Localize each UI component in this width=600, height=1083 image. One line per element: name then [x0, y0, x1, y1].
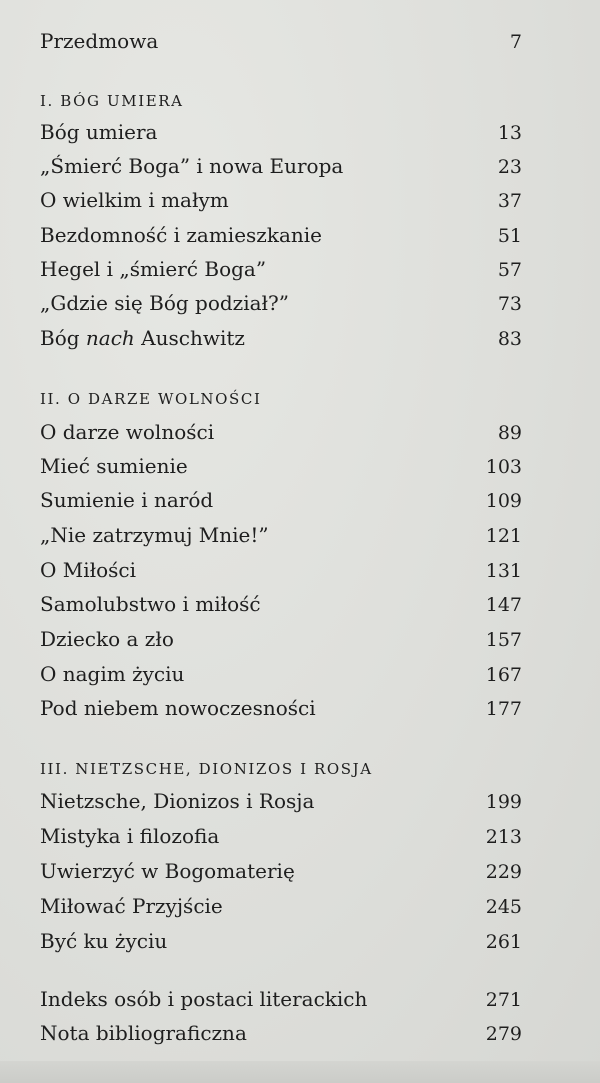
toc-entry — [40, 557, 522, 584]
entry-page: 109 — [485, 490, 522, 512]
entry-page: 23 — [497, 156, 522, 178]
entry-title: „Nie zatrzymuj Mnie!” — [40, 523, 269, 547]
toc-entry — [40, 419, 522, 446]
entry-title: Bezdomność i zamieszkanie — [40, 223, 322, 247]
entry-title-part: Bóg — [40, 326, 86, 350]
entry-page: 121 — [485, 525, 522, 547]
entry-title: O wielkim i małym — [40, 188, 229, 212]
entry-title-italic: nach — [85, 326, 135, 350]
entry-title: Indeks osób i postaci literackich — [40, 987, 368, 1011]
toc-entry — [40, 222, 522, 249]
part-heading: I. BÓG UMIERA — [40, 92, 184, 110]
entry-title: O darze wolności — [40, 420, 215, 444]
toc-entry — [40, 290, 522, 317]
entry-page: 37 — [497, 190, 522, 212]
entry-title: Nota bibliograficzna — [40, 1021, 247, 1045]
entry-page: 279 — [485, 1023, 522, 1045]
entry-title: Dziecko a zło — [40, 627, 174, 651]
toc-entry-przedmowa — [40, 28, 522, 55]
entry-title: „Gdzie się Bóg podział?” — [40, 291, 289, 315]
entry-title: Pod niebem nowoczesności — [40, 696, 316, 720]
entry-page: 213 — [485, 826, 522, 848]
entry-page: 73 — [497, 293, 522, 315]
part-heading: II. O DARZE WOLNOŚCI — [40, 390, 262, 408]
entry-title: Bóg umiera — [40, 120, 158, 144]
entry-title: O Miłości — [40, 558, 137, 582]
toc-entry — [40, 928, 522, 955]
entry-title: Przedmowa — [40, 29, 159, 53]
toc-entry — [40, 591, 522, 618]
entry-page: 177 — [485, 698, 522, 720]
toc-entry — [40, 153, 522, 180]
page-bottom-edge — [0, 1061, 600, 1083]
entry-title: Mistyka i filozofia — [40, 824, 220, 848]
entry-title: Nietzsche, Dionizos i Rosja — [40, 789, 315, 813]
entry-page: 13 — [497, 122, 522, 144]
entry-page: 83 — [497, 328, 522, 350]
toc-entry — [40, 325, 522, 352]
toc-entry — [40, 626, 522, 653]
entry-page: 271 — [485, 989, 522, 1011]
entry-title: Hegel i „śmierć Boga” — [40, 257, 267, 281]
entry-page: 157 — [485, 629, 522, 651]
toc-entry-index — [40, 986, 522, 1013]
part-heading: III. NIETZSCHE, DIONIZOS I ROSJA — [40, 760, 373, 778]
entry-page: 57 — [497, 259, 522, 281]
entry-page: 229 — [485, 861, 522, 883]
entry-title: O nagim życiu — [40, 662, 185, 686]
toc-entry — [40, 522, 522, 549]
entry-title: Sumienie i naród — [40, 488, 214, 512]
toc-entry — [40, 823, 522, 850]
toc-entry — [40, 893, 522, 920]
toc-entry — [40, 858, 522, 885]
entry-title: „Śmierć Boga” i nowa Europa — [40, 154, 344, 178]
entry-page: 261 — [485, 931, 522, 953]
toc-entry — [40, 695, 522, 722]
entry-title: Uwierzyć w Bogomaterię — [40, 859, 295, 883]
toc-entry — [40, 453, 522, 480]
entry-title: Samolubstwo i miłość — [40, 592, 261, 616]
entry-page: 199 — [485, 791, 522, 813]
toc-entry — [40, 187, 522, 214]
entry-page: 167 — [485, 664, 522, 686]
entry-page: 7 — [509, 31, 522, 53]
toc-entry — [40, 788, 522, 815]
entry-page: 245 — [485, 896, 522, 918]
entry-page: 131 — [485, 560, 522, 582]
entry-page: 147 — [485, 594, 522, 616]
entry-title — [40, 325, 245, 351]
toc-entry — [40, 256, 522, 283]
entry-title-part: Auschwitz — [134, 326, 245, 350]
entry-title: Mieć sumienie — [40, 454, 188, 478]
entry-page: 103 — [485, 456, 522, 478]
toc-entry — [40, 661, 522, 688]
entry-title: Miłować Przyjście — [40, 894, 223, 918]
toc-entry — [40, 487, 522, 514]
toc-entry-note — [40, 1020, 522, 1047]
entry-page: 51 — [497, 225, 522, 247]
entry-title: Być ku życiu — [40, 929, 168, 953]
toc-entry — [40, 119, 522, 146]
entry-page: 89 — [497, 422, 522, 444]
